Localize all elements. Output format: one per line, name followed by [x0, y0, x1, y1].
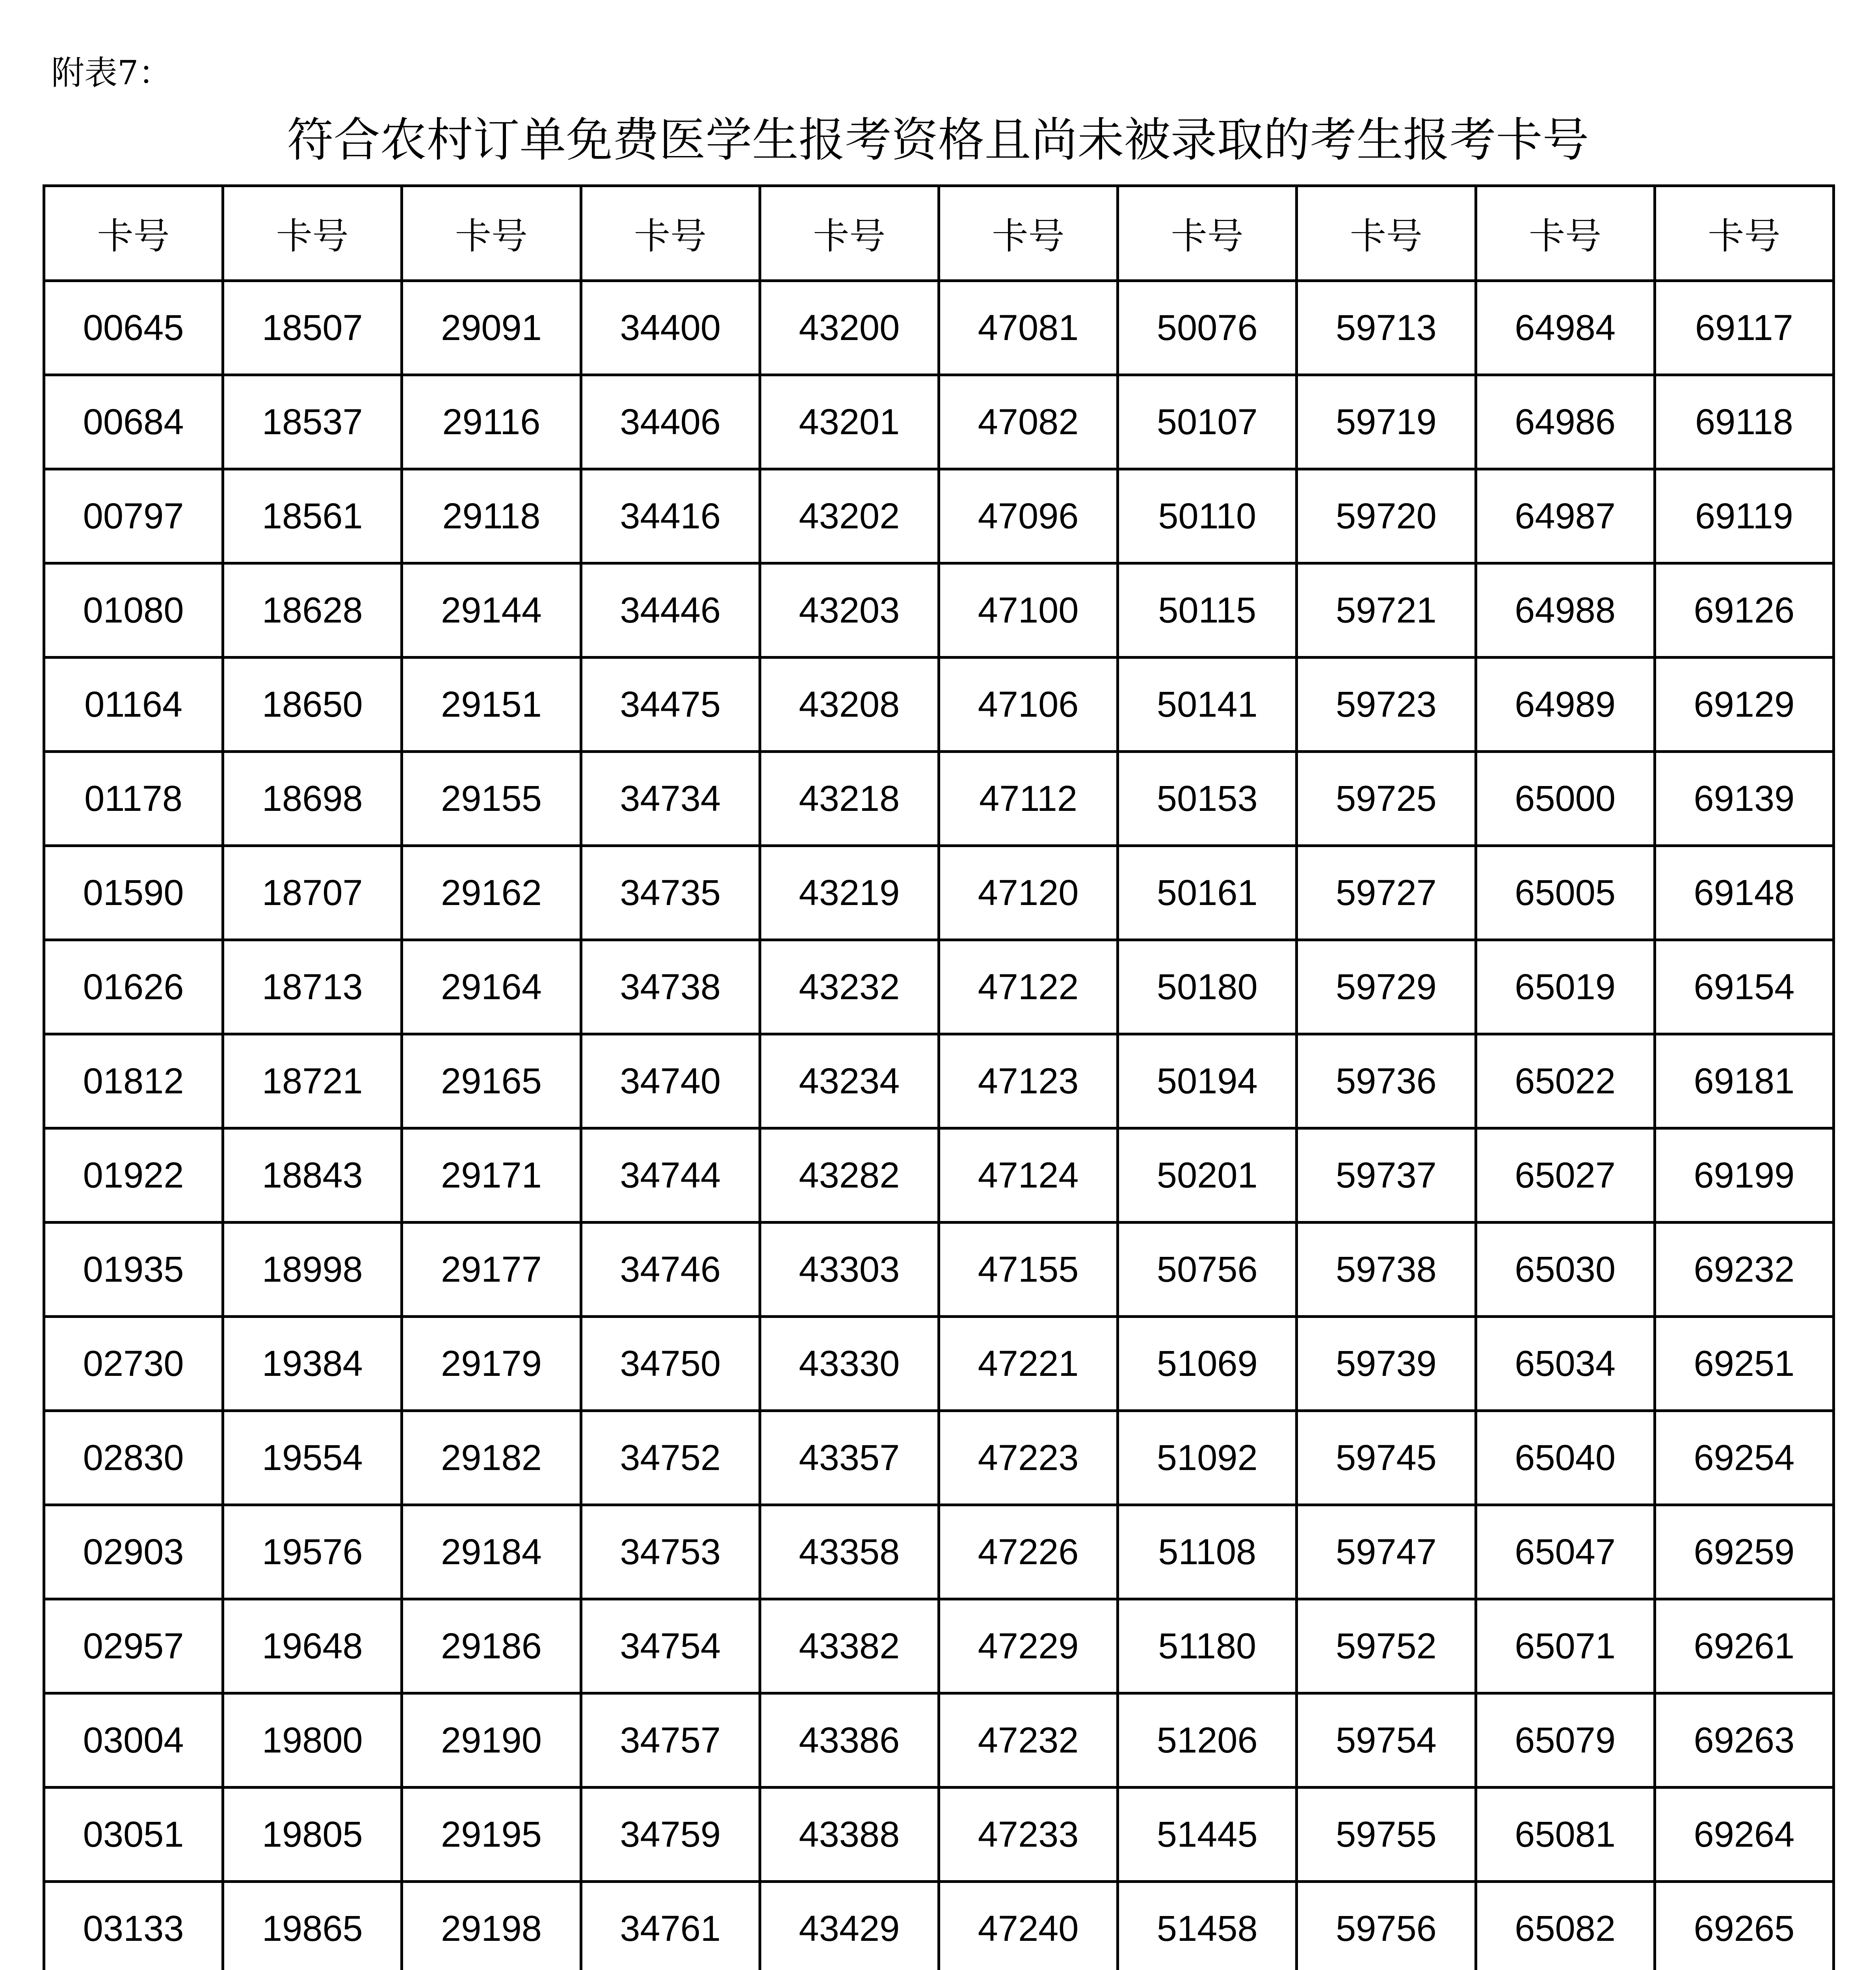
card-number-cell: 69126 [1655, 563, 1833, 658]
card-number-cell: 69232 [1655, 1223, 1833, 1317]
card-number-cell: 59723 [1297, 658, 1476, 752]
card-number-cell: 43234 [760, 1034, 939, 1128]
card-number-cell: 00797 [44, 469, 223, 563]
card-number-cell: 19554 [223, 1411, 402, 1505]
card-number-cell: 65081 [1476, 1788, 1655, 1882]
card-number-cell: 43203 [760, 563, 939, 658]
card-number-cell: 18707 [223, 846, 402, 940]
card-number-cell: 34746 [581, 1223, 760, 1317]
card-number-cell: 59737 [1297, 1128, 1476, 1223]
card-number-cell: 01935 [44, 1223, 223, 1317]
card-number-cell: 43218 [760, 752, 939, 846]
card-number-cell: 19805 [223, 1788, 402, 1882]
card-number-cell: 47223 [939, 1411, 1117, 1505]
card-number-cell: 43219 [760, 846, 939, 940]
card-number-cell: 59721 [1297, 563, 1476, 658]
card-number-table [43, 184, 1835, 1970]
card-number-cell: 29091 [402, 281, 581, 375]
card-number-cell: 18561 [223, 469, 402, 563]
card-number-cell: 43201 [760, 375, 939, 469]
column-header: 卡号 [402, 186, 581, 281]
card-number-cell: 50180 [1118, 940, 1297, 1034]
card-number-cell: 65079 [1476, 1693, 1655, 1788]
card-number-cell: 69154 [1655, 940, 1833, 1034]
card-number-cell: 43232 [760, 940, 939, 1034]
card-number-cell: 64984 [1476, 281, 1655, 375]
card-number-cell: 51458 [1118, 1882, 1297, 1970]
card-number-cell: 03004 [44, 1693, 223, 1788]
card-number-cell: 29186 [402, 1599, 581, 1693]
card-number-cell: 69265 [1655, 1882, 1833, 1970]
card-number-cell: 18698 [223, 752, 402, 846]
card-number-cell: 43382 [760, 1599, 939, 1693]
column-header: 卡号 [1476, 186, 1655, 281]
column-header: 卡号 [1297, 186, 1476, 281]
card-number-cell: 50076 [1118, 281, 1297, 375]
column-header: 卡号 [1655, 186, 1833, 281]
table-row [44, 375, 1834, 469]
header-row [44, 186, 1834, 281]
card-number-cell: 02830 [44, 1411, 223, 1505]
column-header: 卡号 [760, 186, 939, 281]
card-number-cell: 51445 [1118, 1788, 1297, 1882]
table-row [44, 469, 1834, 563]
card-number-cell: 01922 [44, 1128, 223, 1223]
table-row [44, 1034, 1834, 1128]
card-number-cell: 59725 [1297, 752, 1476, 846]
card-number-cell: 65000 [1476, 752, 1655, 846]
card-number-cell: 01812 [44, 1034, 223, 1128]
card-number-cell: 34761 [581, 1882, 760, 1970]
card-number-cell: 43303 [760, 1223, 939, 1317]
card-number-cell: 34752 [581, 1411, 760, 1505]
card-number-cell: 59727 [1297, 846, 1476, 940]
card-number-cell: 34754 [581, 1599, 760, 1693]
card-number-cell: 47233 [939, 1788, 1117, 1882]
card-number-cell: 65034 [1476, 1317, 1655, 1411]
column-header: 卡号 [1118, 186, 1297, 281]
card-number-cell: 59754 [1297, 1693, 1476, 1788]
card-number-cell: 18843 [223, 1128, 402, 1223]
card-number-cell: 50110 [1118, 469, 1297, 563]
card-number-cell: 65071 [1476, 1599, 1655, 1693]
card-number-cell: 50141 [1118, 658, 1297, 752]
card-number-cell: 59756 [1297, 1882, 1476, 1970]
card-number-cell: 69259 [1655, 1505, 1833, 1599]
card-number-cell: 29116 [402, 375, 581, 469]
table-row [44, 1599, 1834, 1693]
card-number-cell: 50161 [1118, 846, 1297, 940]
card-number-cell: 50756 [1118, 1223, 1297, 1317]
card-number-cell: 34735 [581, 846, 760, 940]
table-body [44, 281, 1834, 1970]
card-number-cell: 34738 [581, 940, 760, 1034]
card-number-cell: 64986 [1476, 375, 1655, 469]
card-number-cell: 03051 [44, 1788, 223, 1882]
card-number-cell: 65030 [1476, 1223, 1655, 1317]
card-number-cell: 29190 [402, 1693, 581, 1788]
card-number-cell: 01080 [44, 563, 223, 658]
card-number-cell: 64987 [1476, 469, 1655, 563]
card-number-cell: 29162 [402, 846, 581, 940]
table-row [44, 1411, 1834, 1505]
table-row [44, 752, 1834, 846]
card-number-cell: 51206 [1118, 1693, 1297, 1788]
card-number-cell: 29195 [402, 1788, 581, 1882]
card-number-cell: 18507 [223, 281, 402, 375]
card-number-cell: 18537 [223, 375, 402, 469]
card-number-cell: 02957 [44, 1599, 223, 1693]
card-number-cell: 43388 [760, 1788, 939, 1882]
table-row [44, 281, 1834, 375]
card-number-cell: 34759 [581, 1788, 760, 1882]
card-number-cell: 64988 [1476, 563, 1655, 658]
column-header: 卡号 [939, 186, 1117, 281]
card-number-cell: 69254 [1655, 1411, 1833, 1505]
card-number-cell: 50115 [1118, 563, 1297, 658]
card-number-cell: 59729 [1297, 940, 1476, 1034]
card-number-cell: 29179 [402, 1317, 581, 1411]
card-number-cell: 59738 [1297, 1223, 1476, 1317]
table-row [44, 1693, 1834, 1788]
card-number-cell: 69264 [1655, 1788, 1833, 1882]
card-number-cell: 43429 [760, 1882, 939, 1970]
card-number-cell: 18713 [223, 940, 402, 1034]
card-number-cell: 69181 [1655, 1034, 1833, 1128]
card-number-cell: 47232 [939, 1693, 1117, 1788]
card-number-cell: 69119 [1655, 469, 1833, 563]
table-row [44, 1505, 1834, 1599]
card-number-cell: 47229 [939, 1599, 1117, 1693]
card-number-cell: 29151 [402, 658, 581, 752]
card-number-cell: 69263 [1655, 1693, 1833, 1788]
card-number-cell: 43386 [760, 1693, 939, 1788]
column-header: 卡号 [223, 186, 402, 281]
card-number-cell: 29177 [402, 1223, 581, 1317]
card-number-cell: 65047 [1476, 1505, 1655, 1599]
card-number-cell: 59739 [1297, 1317, 1476, 1411]
card-number-cell: 65005 [1476, 846, 1655, 940]
document-title: 符合农村订单免费医学生报考资格且尚未被录取的考生报考卡号 [287, 113, 1589, 167]
card-number-cell: 43282 [760, 1128, 939, 1223]
card-number-cell: 34740 [581, 1034, 760, 1128]
card-number-cell: 47112 [939, 752, 1117, 846]
card-number-cell: 34753 [581, 1505, 760, 1599]
card-number-cell: 18628 [223, 563, 402, 658]
card-number-cell: 43357 [760, 1411, 939, 1505]
card-number-cell: 47082 [939, 375, 1117, 469]
card-number-cell: 65027 [1476, 1128, 1655, 1223]
card-number-cell: 69251 [1655, 1317, 1833, 1411]
card-number-cell: 69261 [1655, 1599, 1833, 1693]
card-number-cell: 34475 [581, 658, 760, 752]
table-row [44, 1788, 1834, 1882]
card-number-cell: 65082 [1476, 1882, 1655, 1970]
card-number-cell: 59719 [1297, 375, 1476, 469]
card-number-cell: 47096 [939, 469, 1117, 563]
card-number-cell: 47221 [939, 1317, 1117, 1411]
card-number-cell: 19800 [223, 1693, 402, 1788]
card-number-cell: 59747 [1297, 1505, 1476, 1599]
card-number-cell: 34750 [581, 1317, 760, 1411]
card-number-cell: 03133 [44, 1882, 223, 1970]
card-number-cell: 59755 [1297, 1788, 1476, 1882]
card-number-cell: 01164 [44, 658, 223, 752]
table-row [44, 846, 1834, 940]
card-number-cell: 47240 [939, 1882, 1117, 1970]
appendix-label: 附表7： [51, 54, 172, 92]
card-number-cell: 59720 [1297, 469, 1476, 563]
card-number-cell: 01626 [44, 940, 223, 1034]
card-number-cell: 59745 [1297, 1411, 1476, 1505]
card-number-cell: 43208 [760, 658, 939, 752]
card-number-cell: 69199 [1655, 1128, 1833, 1223]
card-number-cell: 47106 [939, 658, 1117, 752]
card-number-cell: 34734 [581, 752, 760, 846]
card-number-cell: 51180 [1118, 1599, 1297, 1693]
card-number-cell: 29182 [402, 1411, 581, 1505]
card-number-cell: 69139 [1655, 752, 1833, 846]
card-number-cell: 51092 [1118, 1411, 1297, 1505]
card-number-cell: 19648 [223, 1599, 402, 1693]
card-number-cell: 00684 [44, 375, 223, 469]
card-number-cell: 01590 [44, 846, 223, 940]
card-number-cell: 43358 [760, 1505, 939, 1599]
card-number-cell: 69117 [1655, 281, 1833, 375]
card-number-cell: 50201 [1118, 1128, 1297, 1223]
card-number-cell: 34446 [581, 563, 760, 658]
card-number-cell: 19576 [223, 1505, 402, 1599]
card-number-cell: 29171 [402, 1128, 581, 1223]
card-number-cell: 47155 [939, 1223, 1117, 1317]
card-number-cell: 59713 [1297, 281, 1476, 375]
card-number-cell: 19384 [223, 1317, 402, 1411]
table-row [44, 563, 1834, 658]
card-number-cell: 50194 [1118, 1034, 1297, 1128]
card-number-cell: 59736 [1297, 1034, 1476, 1128]
card-number-cell: 47122 [939, 940, 1117, 1034]
card-number-cell: 34744 [581, 1128, 760, 1223]
card-number-cell: 18998 [223, 1223, 402, 1317]
card-number-cell: 18721 [223, 1034, 402, 1128]
card-number-cell: 19865 [223, 1882, 402, 1970]
card-number-cell: 59752 [1297, 1599, 1476, 1693]
card-number-cell: 02730 [44, 1317, 223, 1411]
card-number-cell: 47226 [939, 1505, 1117, 1599]
card-number-cell: 34757 [581, 1693, 760, 1788]
card-number-cell: 65022 [1476, 1034, 1655, 1128]
card-number-cell: 34406 [581, 375, 760, 469]
card-number-cell: 47120 [939, 846, 1117, 940]
card-number-cell: 43330 [760, 1317, 939, 1411]
card-number-cell: 64989 [1476, 658, 1655, 752]
card-number-cell: 00645 [44, 281, 223, 375]
table-row [44, 1317, 1834, 1411]
table-row [44, 1882, 1834, 1970]
card-number-cell: 69148 [1655, 846, 1833, 940]
card-number-cell: 65040 [1476, 1411, 1655, 1505]
table-header [44, 186, 1834, 281]
card-number-cell: 34416 [581, 469, 760, 563]
card-number-cell: 47081 [939, 281, 1117, 375]
card-number-cell: 29144 [402, 563, 581, 658]
card-number-cell: 50153 [1118, 752, 1297, 846]
card-number-cell: 29184 [402, 1505, 581, 1599]
card-number-cell: 34400 [581, 281, 760, 375]
table-row [44, 658, 1834, 752]
card-number-cell: 29164 [402, 940, 581, 1034]
table-row [44, 940, 1834, 1034]
card-number-cell: 43202 [760, 469, 939, 563]
card-number-cell: 01178 [44, 752, 223, 846]
card-number-cell: 29198 [402, 1882, 581, 1970]
card-number-cell: 69129 [1655, 658, 1833, 752]
card-number-cell: 47100 [939, 563, 1117, 658]
card-number-cell: 65019 [1476, 940, 1655, 1034]
card-number-cell: 02903 [44, 1505, 223, 1599]
card-number-cell: 51108 [1118, 1505, 1297, 1599]
card-number-cell: 69118 [1655, 375, 1833, 469]
table-row [44, 1223, 1834, 1317]
table-row [44, 1128, 1834, 1223]
card-number-cell: 47124 [939, 1128, 1117, 1223]
column-header: 卡号 [581, 186, 760, 281]
card-number-cell: 29118 [402, 469, 581, 563]
column-header: 卡号 [44, 186, 223, 281]
card-number-cell: 29155 [402, 752, 581, 846]
card-number-cell: 29165 [402, 1034, 581, 1128]
card-number-cell: 50107 [1118, 375, 1297, 469]
card-number-cell: 18650 [223, 658, 402, 752]
card-number-cell: 43200 [760, 281, 939, 375]
card-number-cell: 51069 [1118, 1317, 1297, 1411]
card-number-cell: 47123 [939, 1034, 1117, 1128]
